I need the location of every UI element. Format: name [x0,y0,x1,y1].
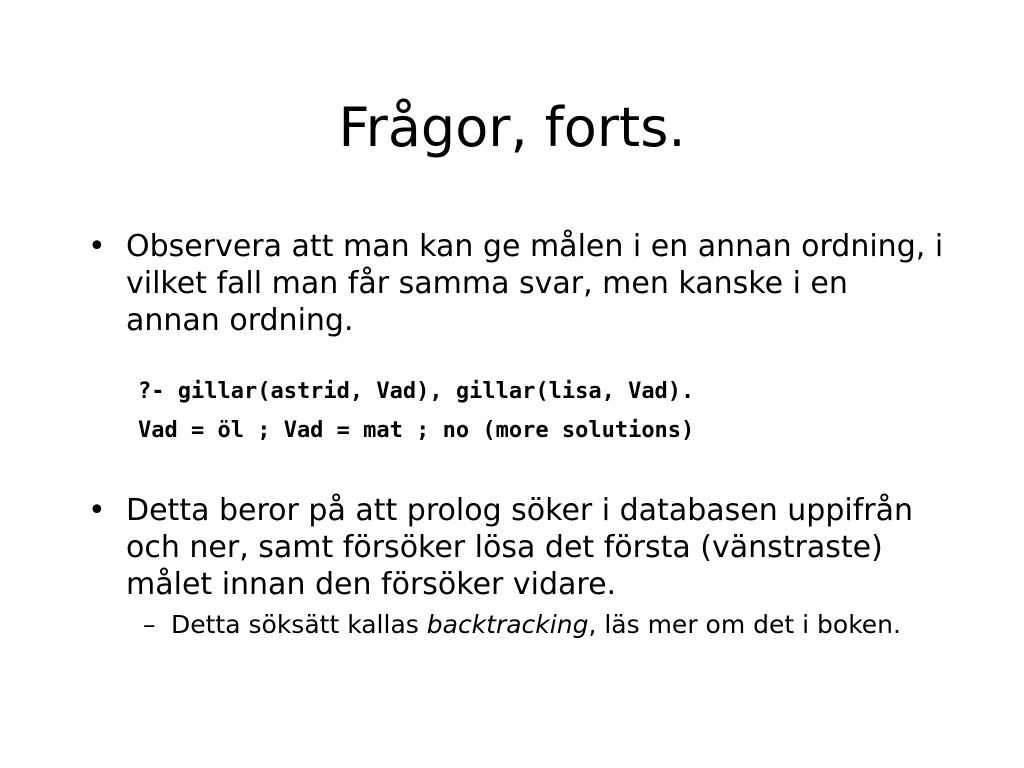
subbullet-text [171,609,923,640]
bullet-marker: • [88,229,106,264]
subbullet-text-after: , läs mer om det i boken. [588,610,901,639]
bullet-item-observera [88,228,948,339]
subbullet-item-backtracking [143,609,923,640]
subbullet-marker: – [143,610,156,639]
subbullet-text-before: Detta söksätt kallas [171,610,427,639]
slide-title: Frågor, forts. [338,96,686,159]
code-line-result: Vad = öl ; Vad = mat ; no (more solutions) [138,418,695,443]
bullet-item-detta-beror [88,492,948,603]
backtracking-term: backtracking [426,610,589,639]
bullet-marker: • [88,493,106,528]
bullet-text: Detta beror på att prolog söker i databasen uppifrån och ner, samt försöker lösa det första (vänstraste) målet innan den försöker vidare. [126,493,914,602]
bullet-text: Observera att man kan ge målen i en annan ordning, i vilket fall man får samma svar, men kanske i en annan ordning. [126,229,944,338]
code-line-query: ?- gillar(astrid, Vad), gillar(lisa, Vad). [138,379,695,404]
